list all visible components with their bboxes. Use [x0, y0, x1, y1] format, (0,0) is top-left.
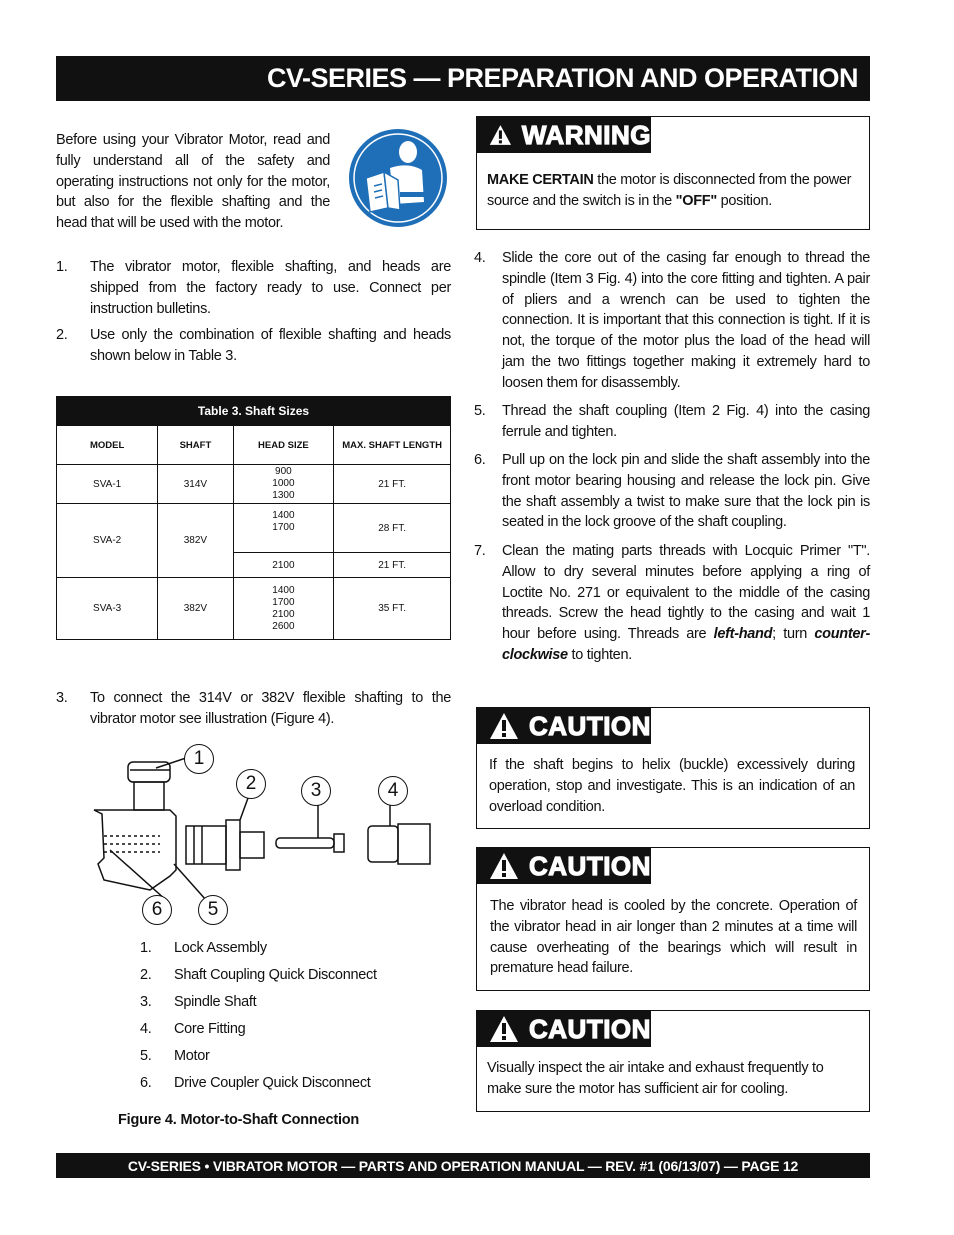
motor-shaft-illustration	[90, 740, 440, 930]
legend-text: Drive Coupler Quick Disconnect	[174, 1075, 371, 1091]
cell-head: 1400 1700	[233, 504, 334, 553]
legend-number: 2.	[140, 967, 152, 983]
callout-5: 5	[198, 895, 228, 925]
step-text: The vibrator motor, flexible shafting, and heads are shipped from the factory ready to use. Connect per instruction bulletins.	[90, 259, 451, 317]
cell-model: SVA-1	[57, 465, 158, 504]
cell-shaft: 314V	[158, 465, 233, 504]
cell-length: 21 FT.	[334, 465, 451, 504]
caution-label: CAUTION	[529, 1013, 651, 1044]
warning-triangle-icon	[489, 712, 519, 740]
step-text: Slide the core out of the casing far enough to thread the spindle (Item 3 Fig. 4) into the core fitting and tighten. A pair of pliers and a wrench can be used to tighten the connection. It is important that this connection is tight. If it is not, the torque of the motor plus the load of the head will jam the two fittings together making it extremely hard to loosen them for disassembly.	[502, 250, 870, 391]
warning-triangle-icon	[489, 852, 519, 880]
callout-6: 6	[142, 895, 172, 925]
caution-text: The vibrator head is cooled by the concrete. Operation of the vibrator head in air longer than 2 minutes at a time will cause overheating of the bearings which will result in premature head failure.	[490, 898, 857, 977]
step-number: 6.	[474, 452, 486, 468]
shaft-sizes-table	[56, 396, 451, 640]
legend-number: 6.	[140, 1075, 152, 1091]
caution-box-1	[476, 707, 870, 829]
step-1	[56, 257, 451, 317]
step-text-part: to tighten.	[567, 646, 632, 663]
warning-lead: MAKE CERTAIN	[487, 172, 594, 188]
step-2	[56, 325, 451, 367]
cell-model: SVA-2	[57, 504, 158, 578]
callout-3: 3	[301, 776, 331, 806]
cell-length: 35 FT.	[334, 578, 451, 640]
legend-text: Shaft Coupling Quick Disconnect	[174, 967, 377, 983]
step-number: 2.	[56, 327, 68, 343]
caution-badge	[477, 848, 651, 884]
step-number: 4.	[474, 250, 486, 266]
cell-model: SVA-3	[57, 578, 158, 640]
step-4	[474, 248, 870, 394]
step-6	[474, 450, 870, 534]
caution-box-3	[476, 1010, 870, 1112]
caution-badge	[477, 1011, 651, 1047]
intro-paragraph: Before using your Vibrator Motor, read and fully understand all of the safety and operating instructions not only for the motor, but also for the flexible shafting and the head that will be used with the motor.	[56, 132, 330, 232]
step-text: Use only the combination of flexible shafting and heads shown below in Table 3.	[90, 327, 451, 364]
read-manual-icon	[348, 128, 448, 228]
caution-text: If the shaft begins to helix (buckle) excessively during operation, stop and investigate. This is an indication of an overload condition.	[489, 757, 855, 815]
caution-text: Visually inspect the air intake and exhaust frequently to make sure the motor has sufficient air for cooling.	[487, 1060, 824, 1097]
legend-number: 3.	[140, 994, 152, 1010]
page-title	[56, 56, 870, 101]
table-caption: Table 3. Shaft Sizes	[57, 397, 451, 426]
step-number: 5.	[474, 403, 486, 419]
step-3	[56, 688, 451, 730]
legend-number: 1.	[140, 940, 152, 956]
legend-number: 5.	[140, 1048, 152, 1064]
footer-text: CV-SERIES • VIBRATOR MOTOR — PARTS AND OPERATION MANUAL — REV. #1 (06/13/07) — PAGE 12	[127, 1157, 799, 1174]
callout-1: 1	[184, 744, 214, 774]
caution-badge	[477, 708, 651, 744]
cell-head: 2100	[233, 553, 334, 578]
step-emphasis: left-hand	[713, 626, 773, 643]
step-text	[502, 541, 870, 666]
page-footer	[56, 1153, 870, 1178]
column-header: MAX. SHAFT LENGTH	[334, 426, 451, 465]
column-header: HEAD SIZE	[233, 426, 334, 465]
step-number: 1.	[56, 259, 68, 275]
step-5	[474, 401, 870, 443]
step-text: To connect the 314V or 382V flexible shafting to the vibrator motor see illustration (Figure 4).	[90, 690, 451, 727]
warning-text-part: the motor is disconnected from the power source and the switch is in the	[487, 172, 852, 209]
figure-caption: Figure 4. Motor-to-Shaft Connection	[118, 1112, 360, 1128]
table-row	[57, 578, 451, 640]
warning-box	[476, 116, 870, 230]
warning-label: WARNING	[521, 119, 651, 150]
legend-text: Spindle Shaft	[174, 994, 257, 1010]
legend-text: Motor	[174, 1048, 210, 1064]
table-row	[57, 504, 451, 553]
step-emphasis: counter-clockwise	[502, 626, 870, 663]
cell-length: 28 FT.	[334, 504, 451, 553]
legend-text: Lock Assembly	[174, 940, 267, 956]
caution-label: CAUTION	[529, 710, 651, 741]
cell-head: 900 1000 1300	[233, 465, 334, 504]
column-header: SHAFT	[158, 426, 233, 465]
legend-number: 4.	[140, 1021, 152, 1037]
table-row	[57, 465, 451, 504]
warning-triangle-icon	[489, 121, 512, 149]
step-text: Pull up on the lock pin and slide the shaft assembly into the front motor bearing housing and release the lock pin. Give the shaft assembly a twist to make sure that the lock pin is seated in the lock groove of the shaft coupling.	[502, 452, 870, 531]
step-7	[474, 541, 870, 667]
step-text-part: ; turn	[772, 626, 815, 643]
step-number: 3.	[56, 690, 68, 706]
column-header: MODEL	[57, 426, 158, 465]
cell-shaft: 382V	[158, 578, 233, 640]
step-number: 7.	[474, 543, 486, 559]
step-text: Thread the shaft coupling (Item 2 Fig. 4) into the casing ferrule and tighten.	[502, 403, 870, 440]
step-text-part: Clean the mating parts threads with Locquic Primer "T". Allow to dry several minutes before applying a ring of Loctite No. 271 or equivalent to the middle of the casing threads. Screw the head tightly to the casing and wait 1 hour before using. Threads are	[502, 543, 870, 643]
legend-text: Core Fitting	[174, 1021, 246, 1037]
callout-2: 2	[236, 769, 266, 799]
caution-label: CAUTION	[529, 850, 651, 881]
warning-text-part: position.	[716, 192, 772, 209]
callout-4: 4	[378, 776, 408, 806]
caution-box-2	[476, 847, 870, 991]
warning-off: "OFF"	[675, 192, 717, 209]
cell-shaft: 382V	[158, 504, 233, 578]
warning-text	[487, 170, 861, 212]
warning-triangle-icon	[489, 1015, 519, 1043]
cell-length: 21 FT.	[334, 553, 451, 578]
page-title-text: CV-SERIES — PREPARATION AND OPERATION	[266, 63, 858, 93]
cell-head: 1400 1700 2100 2600	[233, 578, 334, 640]
warning-badge	[477, 117, 651, 153]
